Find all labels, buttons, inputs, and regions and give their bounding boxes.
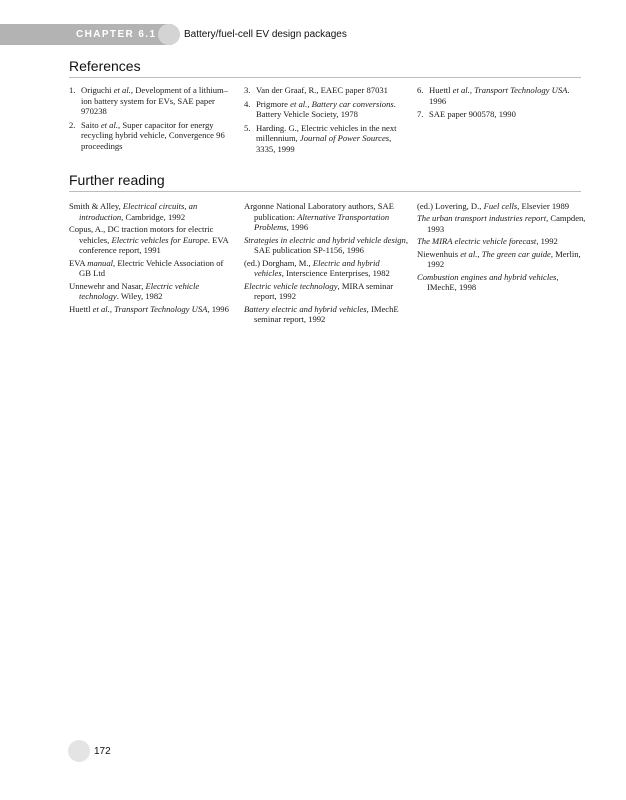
entry-text-segment: , Interscience Enterprises, 1982 bbox=[281, 268, 390, 279]
further-reading-column-1 bbox=[69, 201, 233, 316]
entry-text-segment: Strategies in electric and hybrid vehicle design bbox=[244, 234, 406, 245]
running-title: Battery/fuel-cell EV design packages bbox=[184, 29, 347, 40]
entry-text-segment: Origuchi bbox=[81, 85, 114, 95]
entry-text-segment: et al. bbox=[290, 98, 308, 109]
entry-text-segment: et al. bbox=[113, 85, 131, 95]
entry-text-segment: , Super capacitor for energy recycling hybrid vehicle, Convergence 96 proceedings bbox=[81, 119, 225, 151]
entry-text-segment: EVA bbox=[69, 257, 88, 268]
entry-text-segment: . Battery Vehicle Society, 1978 bbox=[256, 98, 396, 120]
entry-text-segment: Van der Graaf, R., EAEC paper 87031 bbox=[256, 85, 388, 95]
further-reading-entry bbox=[244, 258, 408, 279]
entry-text-segment: Transport Technology USA bbox=[114, 303, 208, 314]
entry-text-segment: , bbox=[477, 248, 482, 259]
entry-text-segment: , Elsevier 1989 bbox=[517, 201, 570, 211]
further-reading-entry bbox=[417, 272, 587, 293]
entry-text-segment: , bbox=[469, 85, 475, 95]
reference-number: 2. bbox=[69, 119, 76, 130]
further-reading-entry bbox=[244, 281, 408, 302]
further-reading-entry bbox=[244, 304, 408, 325]
entry-text-segment: Electrical circuits, an introduction bbox=[79, 201, 198, 222]
further-reading-heading: Further reading bbox=[69, 172, 165, 188]
reference-number: 6. bbox=[417, 85, 424, 95]
entry-text-segment: , Campden, 1993 bbox=[427, 213, 586, 234]
reference-number: 7. bbox=[417, 109, 424, 120]
entry-text-segment: The urban transport industries report bbox=[417, 213, 547, 224]
entry-text-segment: , IMechE seminar report, 1992 bbox=[254, 303, 399, 325]
entry-text-segment: Battery car conversions bbox=[311, 98, 394, 109]
entry-text-segment: Transport Technology USA bbox=[474, 85, 568, 95]
entry-text-segment: Electric vehicle technology bbox=[244, 280, 338, 291]
entry-text-segment: Battery electric and hybrid vehicles bbox=[244, 303, 367, 314]
further-reading-entry bbox=[244, 201, 408, 233]
entry-text-segment: Niewenhuis bbox=[417, 248, 461, 259]
entry-text-segment: , Electric Vehicle Association of GB Ltd bbox=[79, 257, 224, 279]
page-number-marker bbox=[68, 740, 90, 762]
further-reading-column-2 bbox=[244, 201, 408, 327]
reference-number: 4. bbox=[244, 98, 251, 109]
entry-text-segment: (ed.) Lovering, D., bbox=[417, 201, 484, 211]
further-reading-entry bbox=[69, 258, 233, 279]
entry-text-segment: . 1996 bbox=[429, 85, 570, 106]
further-reading-entry bbox=[69, 224, 233, 256]
reference-entry bbox=[244, 123, 408, 155]
entry-text-segment: , SAE publication SP-1156, 1996 bbox=[254, 234, 408, 256]
references-column-2 bbox=[244, 85, 408, 158]
entry-text-segment: manual bbox=[87, 257, 114, 268]
further-reading-entry bbox=[417, 249, 587, 270]
entry-text-segment: , IMechE, 1998 bbox=[427, 271, 559, 293]
entry-text-segment: , MIRA seminar report, 1992 bbox=[254, 280, 394, 302]
entry-text-segment: Huettl bbox=[429, 85, 453, 95]
further-reading-column-3 bbox=[417, 201, 587, 295]
entry-text-segment: et al. bbox=[92, 303, 110, 314]
entry-text-segment: Unnewehr and Nasar, bbox=[69, 280, 146, 291]
entry-text-segment: Electric vehicles for Europe bbox=[111, 234, 208, 245]
further-reading-entry bbox=[417, 236, 587, 247]
entry-text-segment: , Merlin, 1992 bbox=[427, 248, 581, 270]
reference-number: 3. bbox=[244, 85, 251, 95]
further-reading-entry bbox=[417, 201, 587, 212]
entry-text-segment: Prigmore bbox=[256, 98, 291, 109]
chapter-tab-marker bbox=[158, 24, 180, 45]
further-reading-entry bbox=[244, 235, 408, 256]
reference-entry bbox=[244, 85, 408, 96]
reference-number: 1. bbox=[69, 85, 76, 95]
entry-text-segment: , 1996 bbox=[207, 303, 229, 314]
entry-text-segment: . EVA conference report, 1991 bbox=[79, 234, 229, 256]
further-reading-entry bbox=[417, 213, 587, 234]
further-reading-rule bbox=[69, 191, 581, 192]
page-number: 172 bbox=[94, 746, 111, 757]
entry-text-segment: Saito bbox=[81, 119, 101, 130]
entry-text-segment: Electric vehicle technology bbox=[79, 280, 200, 302]
references-column-3 bbox=[417, 85, 587, 123]
entry-text-segment: , 1992 bbox=[536, 236, 558, 247]
entry-text-segment: , 1996 bbox=[286, 222, 309, 233]
entry-text-segment: Combustion engines and hybrid vehicles bbox=[417, 271, 557, 282]
reference-number: 5. bbox=[244, 122, 251, 133]
reference-entry bbox=[244, 99, 408, 120]
entry-text-segment: SAE paper 900578, 1990 bbox=[429, 109, 516, 120]
reference-entry bbox=[417, 109, 587, 120]
entry-text-segment: Electric and hybrid vehicles bbox=[254, 257, 380, 279]
entry-text-segment: Fuel cells bbox=[483, 201, 518, 211]
reference-entry bbox=[69, 120, 233, 152]
entry-text-segment: Smith & Alley, bbox=[69, 201, 123, 211]
entry-text-segment: (ed.) Dorgham, M., bbox=[244, 257, 313, 268]
references-heading: References bbox=[69, 58, 141, 74]
entry-text-segment: , Cambridge, 1992 bbox=[121, 211, 186, 222]
entry-text-segment: Copus, A., DC traction motors for electric vehicles, bbox=[69, 223, 214, 245]
entry-text-segment: , Development of a lithium–ion battery system for EVs, SAE paper 970238 bbox=[81, 85, 229, 117]
entry-text-segment: Argonne National Laboratory authors, SAE publication: bbox=[244, 201, 394, 222]
chapter-label: CHAPTER 6.1 bbox=[76, 29, 157, 40]
further-reading-entry bbox=[69, 281, 233, 302]
references-rule bbox=[69, 77, 581, 78]
entry-text-segment: , 3335, 1999 bbox=[256, 133, 392, 154]
entry-text-segment: Alternative Transportation Problems bbox=[254, 211, 390, 233]
entry-text-segment: Harding. G., Electric vehicles in the next millennium, bbox=[256, 122, 397, 144]
entry-text-segment: The MIRA electric vehicle forecast bbox=[417, 236, 537, 247]
reference-entry bbox=[69, 85, 233, 117]
entry-text-segment: , bbox=[109, 303, 115, 314]
references-column-1 bbox=[69, 85, 233, 155]
reference-entry bbox=[417, 85, 587, 106]
entry-text-segment: , bbox=[307, 98, 312, 109]
entry-text-segment: Huettl bbox=[69, 303, 93, 314]
entry-text-segment: et al. bbox=[460, 248, 478, 259]
further-reading-entry bbox=[69, 304, 233, 315]
entry-text-segment: Journal of Power Sources bbox=[299, 133, 390, 144]
further-reading-entry bbox=[69, 201, 233, 222]
entry-text-segment: The green car guide bbox=[481, 248, 551, 259]
entry-text-segment: et al. bbox=[100, 119, 119, 130]
entry-text-segment: et al. bbox=[452, 85, 470, 95]
entry-text-segment: . Wiley, 1982 bbox=[116, 291, 163, 302]
